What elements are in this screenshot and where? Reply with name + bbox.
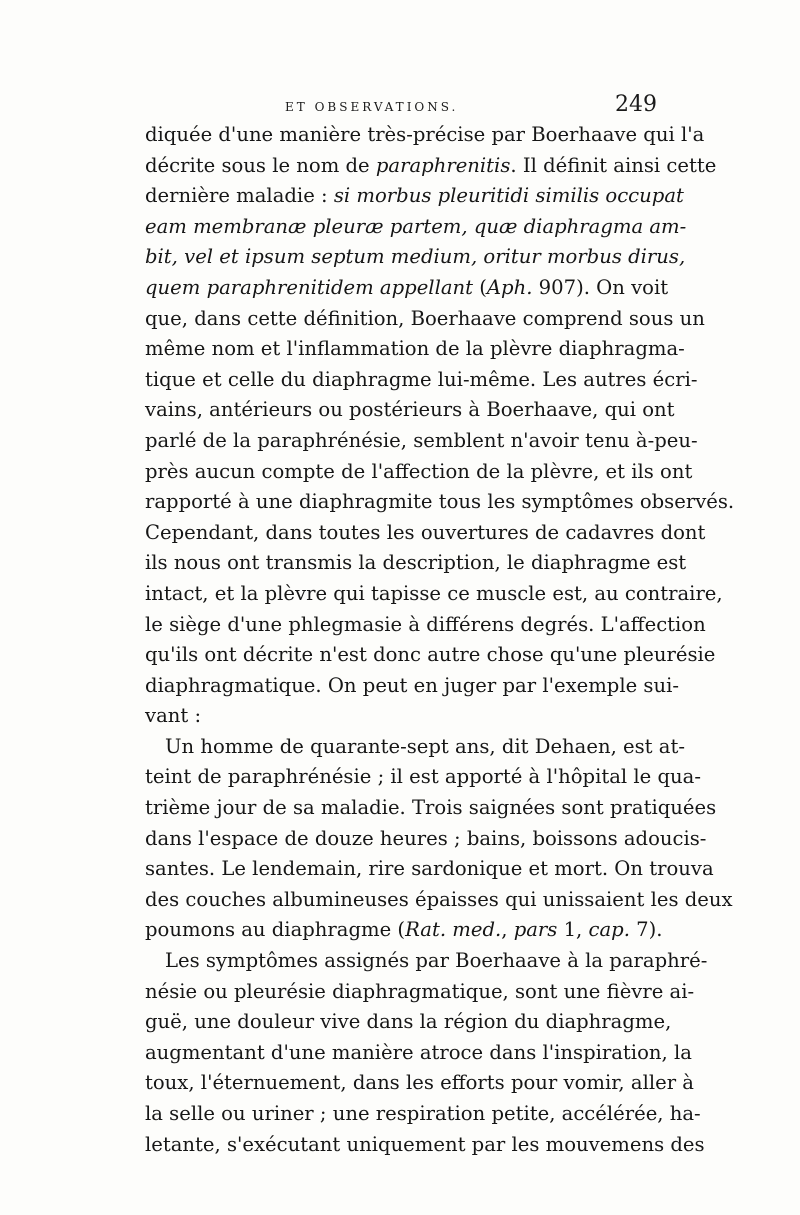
text-line bbox=[145, 915, 663, 946]
italic-text: Aph. bbox=[486, 275, 533, 299]
text-segment: augmentant d'une manière atroce dans l'inspiration, la bbox=[145, 1040, 692, 1064]
text-segment: Les symptômes assignés par Boerhaave à la paraphré- bbox=[165, 949, 708, 973]
text-line bbox=[145, 151, 717, 182]
text-line bbox=[145, 671, 679, 702]
text-segment: letante, s'exécutant uniquement par les mouvemens des bbox=[145, 1132, 705, 1156]
text-line bbox=[145, 1068, 694, 1099]
text-line bbox=[145, 181, 684, 212]
text-segment: le siège d'une phlegmasie à différens degrés. L'affection bbox=[145, 612, 706, 636]
italic-text: bit, vel et ipsum septum medium, oritur morbus dirus, bbox=[145, 245, 686, 269]
italic-text: pars bbox=[513, 918, 558, 942]
text-segment: des couches albumineuses épaisses qui unissaient les deux bbox=[145, 887, 733, 911]
italic-text: quem paraphrenitidem appellant bbox=[145, 275, 474, 299]
text-segment: ( bbox=[473, 275, 487, 299]
italic-text: si morbus pleuritidi similis occupat bbox=[333, 184, 684, 208]
text-segment: vant : bbox=[145, 704, 202, 728]
italic-text: Rat. med. bbox=[405, 918, 502, 942]
text-segment: poumons au diaphragme ( bbox=[145, 918, 406, 942]
text-segment: la selle ou uriner ; une respiration petite, accélérée, ha- bbox=[145, 1102, 701, 1125]
italic-text: eam membranæ pleuræ partem, quæ diaphragma am- bbox=[145, 214, 687, 238]
text-line bbox=[145, 854, 714, 885]
text-segment: nésie ou pleurésie diaphragmatique, sont une fièvre ai- bbox=[145, 979, 695, 1003]
text-line bbox=[145, 548, 687, 579]
text-segment: guë, une douleur vive dans la région du diaphragme, bbox=[145, 1010, 672, 1034]
text-segment: décrite sous le nom de bbox=[145, 153, 376, 177]
text-line bbox=[145, 1130, 705, 1161]
italic-text: cap. bbox=[588, 918, 630, 942]
text-line bbox=[145, 273, 669, 304]
text-line bbox=[145, 977, 695, 1008]
text-segment: qu'ils ont décrite n'est donc autre chose qu'une pleurésie bbox=[145, 643, 716, 667]
text-segment: 7). bbox=[629, 918, 663, 942]
text-segment: que, dans cette définition, Boerhaave comprend sous un bbox=[145, 306, 705, 330]
text-segment: , bbox=[501, 918, 514, 942]
text-segment: diquée d'une manière très-précise par Boerhaave qui l'a bbox=[145, 123, 705, 146]
text-line bbox=[145, 824, 707, 855]
text-segment: 1, bbox=[557, 918, 589, 942]
text-line bbox=[145, 120, 705, 151]
text-segment: santes. Le lendemain, rire sardonique et mort. On trouva bbox=[145, 857, 714, 881]
text-line bbox=[145, 610, 706, 641]
text-line bbox=[145, 732, 685, 763]
text-line bbox=[145, 579, 723, 610]
text-segment: teint de paraphrénésie ; il est apporté à l'hôpital le qua- bbox=[145, 765, 701, 789]
text-segment: toux, l'éternuement, dans les efforts pour vomir, aller à bbox=[145, 1071, 694, 1095]
text-segment: dans l'espace de douze heures ; bains, boissons adoucis- bbox=[145, 826, 707, 850]
text-segment: ils nous ont transmis la description, le diaphragme est bbox=[145, 551, 687, 575]
text-line bbox=[145, 1007, 672, 1038]
running-title: ET OBSERVATIONS. bbox=[285, 100, 459, 114]
text-line bbox=[145, 885, 733, 916]
text-line bbox=[145, 946, 708, 977]
text-segment: tique et celle du diaphragme lui-même. Les autres écri- bbox=[145, 367, 698, 391]
text-line bbox=[145, 518, 706, 549]
text-line bbox=[145, 762, 701, 793]
text-line bbox=[145, 426, 698, 457]
text-line bbox=[145, 701, 657, 732]
text-segment: rapporté à une diaphragmite tous les symptômes observés. bbox=[145, 490, 735, 514]
text-segment: . Il définit ainsi cette bbox=[510, 153, 717, 177]
body-text bbox=[145, 120, 735, 1160]
text-line bbox=[145, 487, 735, 518]
text-line bbox=[145, 242, 686, 273]
text-segment: trième jour de sa maladie. Trois saignées sont pratiquées bbox=[145, 796, 717, 820]
text-segment: vains, antérieurs ou postérieurs à Boerhaave, qui ont bbox=[145, 398, 675, 422]
italic-text: paraphrenitis bbox=[375, 153, 511, 177]
text-line bbox=[145, 457, 693, 488]
text-line bbox=[145, 365, 698, 396]
page-number: 249 bbox=[615, 92, 657, 117]
text-line bbox=[145, 212, 687, 243]
text-line bbox=[145, 304, 705, 335]
running-head bbox=[145, 92, 657, 122]
text-segment: même nom et l'inflammation de la plèvre diaphragma- bbox=[145, 337, 685, 361]
text-segment: intact, et la plèvre qui tapisse ce muscle est, au contraire, bbox=[145, 581, 723, 605]
text-line bbox=[145, 334, 685, 365]
text-line bbox=[145, 1099, 701, 1130]
text-segment: Cependant, dans toutes les ouvertures de cadavres dont bbox=[145, 520, 706, 544]
text-segment: Un homme de quarante-sept ans, dit Dehaen, est at- bbox=[165, 734, 685, 758]
text-segment: dernière maladie : bbox=[145, 184, 334, 208]
text-segment: près aucun compte de l'affection de la plèvre, et ils ont bbox=[145, 459, 693, 483]
text-line bbox=[145, 1038, 692, 1069]
text-segment: diaphragmatique. On peut en juger par l'exemple sui- bbox=[145, 673, 679, 697]
text-segment: parlé de la paraphrénésie, semblent n'avoir tenu à-peu- bbox=[145, 428, 698, 452]
text-line bbox=[145, 395, 675, 426]
text-line bbox=[145, 640, 716, 671]
text-segment: 907). On voit bbox=[532, 275, 669, 299]
text-line bbox=[145, 793, 717, 824]
